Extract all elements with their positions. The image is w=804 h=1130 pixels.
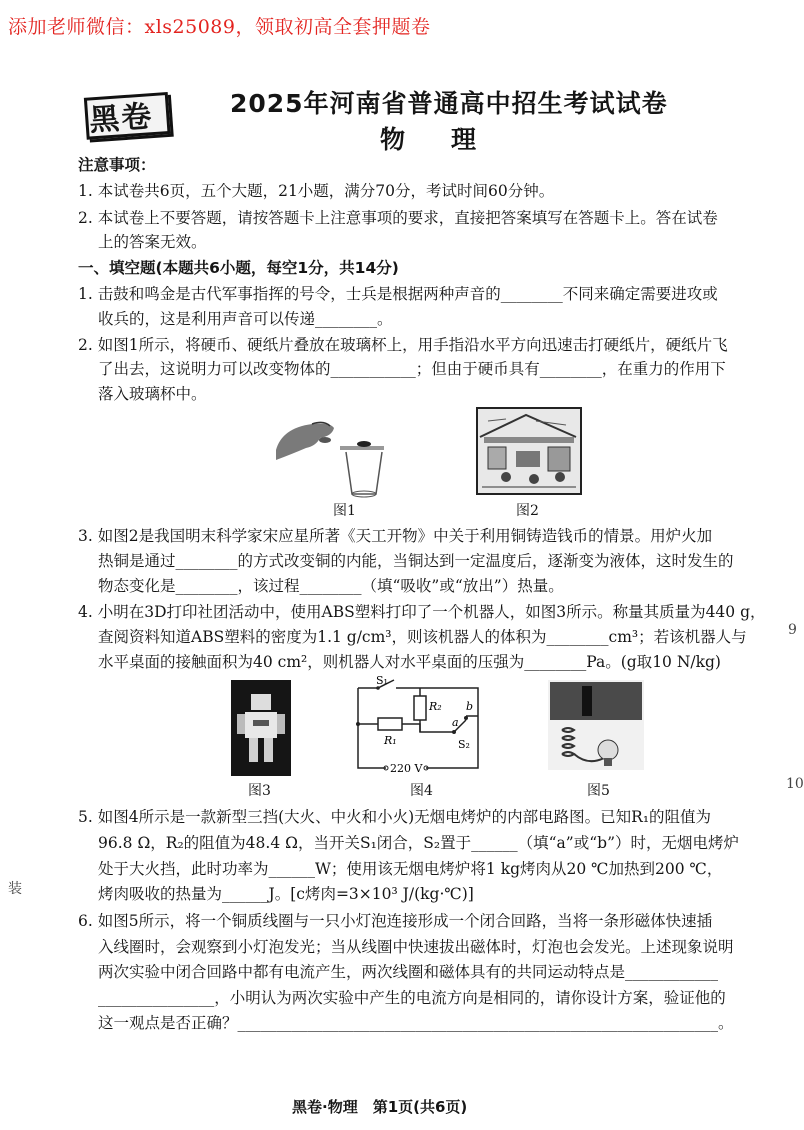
figure-5-caption: 图5 xyxy=(587,783,610,799)
right-margin-number-9: 9 xyxy=(788,622,797,638)
q3-line-3: 物态变化是________，该过程________（填“吸收”或“放出”）热量。 xyxy=(98,577,564,595)
label-r2: R₂ xyxy=(429,700,442,713)
q6-line-2: 入线圈时，会观察到小灯泡发光；当从线圈中快速拔出磁体时，灯泡也会发光。上述现象说明 xyxy=(98,938,734,956)
figure-3-robot-photo xyxy=(231,680,291,776)
right-margin-number-10: 10 xyxy=(786,776,804,792)
q4-line-2: 查阅资料知道ABS塑料的密度为1.1 g/cm³，则该机器人的体积为________cm³；若该机器人与 xyxy=(98,628,747,646)
heijuan-stamp xyxy=(78,88,173,138)
notice-item-1: 1. 本试卷共6页，五个大题，21小题，满分70分，考试时间60分钟。 xyxy=(78,182,555,200)
exam-title: 2025年河南省普通高中招生考试试卷 xyxy=(230,89,668,118)
figure-2-tiangong-kaiwu-illustration xyxy=(476,407,582,495)
figure-4-caption: 图4 xyxy=(410,783,433,799)
q6-line-1: 6. 如图5所示，将一个铜质线圈与一只小灯泡连接形成一个闭合回路，当将一条形磁体快速插 xyxy=(78,912,713,930)
figure-1-coin-card-glass xyxy=(272,410,402,502)
q4-line-3: 水平桌面的接触面积为40 cm²，则机器人对水平桌面的压强为________Pa。(g取10 N/kg) xyxy=(98,653,721,671)
notice-item-2-line-1: 2. 本试卷上不要答题，请按答题卡上注意事项的要求，直接把答案填写在答题卡上。答在试卷 xyxy=(78,209,718,227)
q3-line-1: 3. 如图2是我国明末科学家宋应星所著《天工开物》中关于利用铜铸造钱币的情景。用炉火加 xyxy=(78,527,713,545)
q5-line-1: 5. 如图4所示是一款新型三挡(大火、中火和小火)无烟电烤炉的内部电路图。已知R₁的阻值为 xyxy=(78,808,712,826)
label-b: b xyxy=(466,700,474,713)
label-a: a xyxy=(452,716,459,729)
q5-line-4: 烤肉吸收的热量为______J。[c烤肉=3×10³ J/(kg·℃)] xyxy=(98,885,474,903)
q3-line-2: 热铜是通过________的方式改变铜的内能，当铜达到一定温度后，逐渐变为液体，这时发生的 xyxy=(98,552,734,570)
figure-1-caption: 图1 xyxy=(333,503,356,519)
label-s2: S₂ xyxy=(458,738,470,751)
figure-3-caption: 图3 xyxy=(248,783,271,799)
q5-line-2: 96.8 Ω，R₂的阻值为48.4 Ω，当开关S₁闭合，S₂置于______（填“a”或“b”）时，无烟电烤炉 xyxy=(98,834,739,852)
subject-char-2: 理 xyxy=(451,125,477,154)
q6-line-4: _______________，小明认为两次实验中产生的电流方向是相同的，请你设计方案，验证他的 xyxy=(98,989,726,1007)
q6-line-5: 这一观点是否正确？______________________________________________________________。 xyxy=(98,1014,734,1032)
q1-line-1: 1. 击鼓和鸣金是古代军事指挥的号令，士兵是根据两种声音的________不同来确定需要进攻或 xyxy=(78,285,718,303)
label-r1: R₁ xyxy=(384,734,397,747)
figure-4-circuit-diagram xyxy=(348,676,488,780)
page-footer: 黑卷·物理 第1页(共6页) xyxy=(292,1098,468,1116)
figure-5-coil-bulb-photo xyxy=(548,680,644,770)
watermark-text: 添加老师微信：xls25089，领取初高全套押题卷 xyxy=(8,16,431,38)
subject-char-1: 物 xyxy=(380,125,406,154)
q6-line-3: 两次实验中闭合回路中都有电流产生，两次线圈和磁体具有的共同运动特点是____________ xyxy=(98,963,719,981)
q4-line-1: 4. 小明在3D打印社团活动中，使用ABS塑料打印了一个机器人，如图3所示。称量其质量为440 g， xyxy=(78,603,766,621)
subject-title xyxy=(380,120,522,156)
stamp-text: 黑卷 xyxy=(88,99,155,139)
q1-line-2: 收兵的，这是利用声音可以传递________。 xyxy=(98,310,393,328)
notice-item-2-line-2: 上的答案无效。 xyxy=(98,233,207,251)
q2-line-1: 2. 如图1所示，将硬币、硬纸片叠放在玻璃杯上，用手指沿水平方向迅速击打硬纸片，硬纸片飞 xyxy=(78,336,728,354)
section-heading: 一、填空题(本题共6小题，每空1分，共14分) xyxy=(78,259,399,277)
label-s1: S₁ xyxy=(376,674,388,687)
q2-line-3: 落入玻璃杯中。 xyxy=(98,385,207,403)
q2-line-2: 了出去，这说明力可以改变物体的___________；但由于硬币具有________，在重力的作用下 xyxy=(98,360,726,378)
binding-margin-mark: 装 xyxy=(8,881,22,897)
notice-heading: 注意事项： xyxy=(78,156,156,174)
figure-2-caption: 图2 xyxy=(516,503,539,519)
q5-line-3: 处于大火挡，此时功率为______W；使用该无烟电烤炉将1 kg烤肉从20 ℃加热到200 ℃， xyxy=(98,860,723,878)
label-voltage: 220 V xyxy=(390,762,423,775)
